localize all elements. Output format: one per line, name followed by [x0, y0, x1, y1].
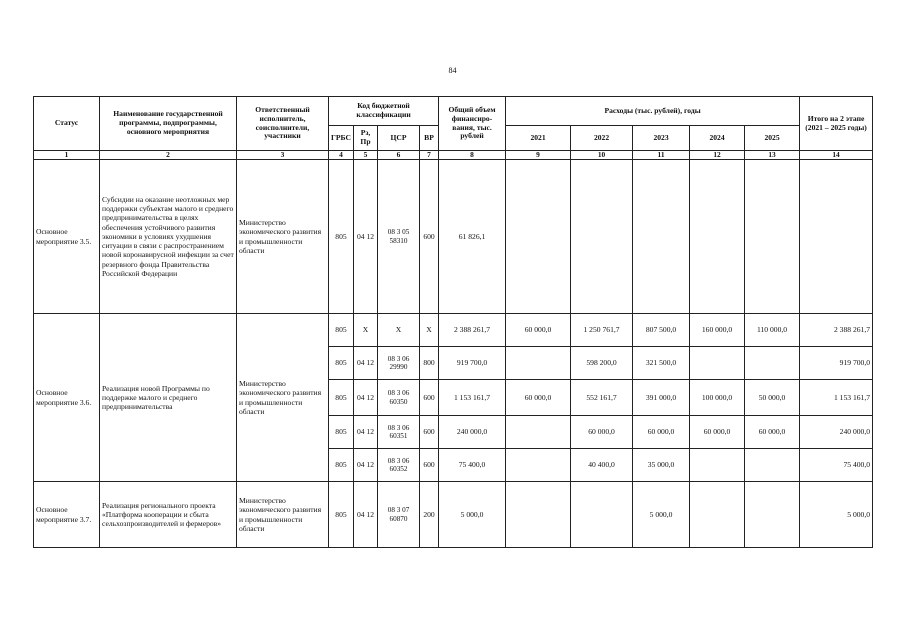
table-row-measure-3-5 [34, 160, 873, 314]
year-2023-cell: 5 000,0 [633, 482, 690, 548]
column-number: 12 [690, 151, 745, 160]
grbs-cell: 805 [329, 449, 354, 482]
grbs-cell: 805 [329, 416, 354, 449]
total-cell: 61 826,1 [439, 160, 506, 314]
rzpr-cell: 04 12 [354, 380, 378, 416]
rzpr-cell: 04 12 [354, 482, 378, 548]
header-year-2023: 2023 [633, 126, 690, 151]
column-number-row [34, 151, 873, 160]
column-number: 3 [237, 151, 329, 160]
stage-total-cell: 75 400,0 [800, 449, 873, 482]
column-number: 14 [800, 151, 873, 160]
year-2023-cell: 321 500,0 [633, 347, 690, 380]
year-2024-cell: 160 000,0 [690, 314, 745, 347]
year-2024-cell [690, 449, 745, 482]
name-cell: Реализация регионального проекта «Платформа кооперации и сбыта сельхозпроизводителей и фермеров» [100, 482, 237, 548]
year-2021-cell: 60 000,0 [506, 380, 571, 416]
year-2025-cell [745, 449, 800, 482]
year-2024-cell [690, 160, 745, 314]
vr-cell: 800 [420, 347, 439, 380]
stage-total-cell: 240 000,0 [800, 416, 873, 449]
vr-cell: 600 [420, 380, 439, 416]
year-2023-cell [633, 160, 690, 314]
year-2022-cell [571, 160, 633, 314]
year-2022-cell: 598 200,0 [571, 347, 633, 380]
grbs-cell: 805 [329, 347, 354, 380]
header-expenses: Расходы (тыс. рублей), годы [506, 97, 800, 126]
column-number: 9 [506, 151, 571, 160]
year-2025-cell: 110 000,0 [745, 314, 800, 347]
total-cell: 2 388 261,7 [439, 314, 506, 347]
column-number: 8 [439, 151, 506, 160]
rzpr-cell: 04 12 [354, 160, 378, 314]
executor-cell: Министерство экономического развития и промышленности области [237, 482, 329, 548]
name-cell: Реализация новой Программы по поддержке малого и среднего предпринимательства [100, 314, 237, 482]
year-2024-cell [690, 482, 745, 548]
status-cell: Основное мероприятие 3.5. [34, 160, 100, 314]
year-2023-cell: 807 500,0 [633, 314, 690, 347]
grbs-cell: 805 [329, 160, 354, 314]
year-2023-cell: 60 000,0 [633, 416, 690, 449]
year-2021-cell [506, 160, 571, 314]
header-program-name: Наименование государственной программы, подпрограммы, основного мероприятия [100, 97, 237, 151]
status-cell: Основное мероприятие 3.7. [34, 482, 100, 548]
header-vr: ВР [420, 126, 439, 151]
table-row-measure-3-6 [34, 314, 873, 347]
year-2023-cell: 391 000,0 [633, 380, 690, 416]
year-2021-cell [506, 449, 571, 482]
year-2024-cell [690, 347, 745, 380]
year-2022-cell: 40 400,0 [571, 449, 633, 482]
csr-cell: 08 3 06 60350 [378, 380, 420, 416]
header-year-2024: 2024 [690, 126, 745, 151]
header-total-volume: Общий объем финансиро-вания, тыс. рублей [439, 97, 506, 151]
grbs-cell: 805 [329, 482, 354, 548]
year-2024-cell: 60 000,0 [690, 416, 745, 449]
stage-total-cell: 2 388 261,7 [800, 314, 873, 347]
column-number: 1 [34, 151, 100, 160]
column-number: 10 [571, 151, 633, 160]
header-rzpr: Рз, Пр [354, 126, 378, 151]
column-number: 11 [633, 151, 690, 160]
header-row [34, 97, 873, 126]
vr-cell: Х [420, 314, 439, 347]
year-2022-cell: 552 161,7 [571, 380, 633, 416]
stage-total-cell [800, 160, 873, 314]
year-2022-cell: 1 250 761,7 [571, 314, 633, 347]
status-cell: Основное мероприятие 3.6. [34, 314, 100, 482]
column-number: 7 [420, 151, 439, 160]
total-cell: 75 400,0 [439, 449, 506, 482]
header-year-2022: 2022 [571, 126, 633, 151]
year-2024-cell: 100 000,0 [690, 380, 745, 416]
csr-cell: 08 3 06 60352 [378, 449, 420, 482]
executor-cell: Министерство экономического развития и промышленности области [237, 160, 329, 314]
year-2025-cell [745, 347, 800, 380]
header-stage-total: Итого на 2 этапе (2021 – 2025 годы) [800, 97, 873, 151]
header-grbs: ГРБС [329, 126, 354, 151]
executor-cell: Министерство экономического развития и промышленности области [237, 314, 329, 482]
csr-cell: 08 3 06 60351 [378, 416, 420, 449]
year-2021-cell [506, 482, 571, 548]
year-2022-cell: 60 000,0 [571, 416, 633, 449]
csr-cell: Х [378, 314, 420, 347]
stage-total-cell: 1 153 161,7 [800, 380, 873, 416]
column-number: 6 [378, 151, 420, 160]
total-cell: 240 000,0 [439, 416, 506, 449]
year-2025-cell [745, 482, 800, 548]
total-cell: 1 153 161,7 [439, 380, 506, 416]
vr-cell: 600 [420, 160, 439, 314]
year-2021-cell: 60 000,0 [506, 314, 571, 347]
header-year-2021: 2021 [506, 126, 571, 151]
year-2023-cell: 35 000,0 [633, 449, 690, 482]
column-number: 13 [745, 151, 800, 160]
rzpr-cell: 04 12 [354, 416, 378, 449]
year-2021-cell [506, 416, 571, 449]
header-csr: ЦСР [378, 126, 420, 151]
page-number: 84 [448, 66, 457, 75]
csr-cell: 08 3 05 58310 [378, 160, 420, 314]
column-number: 4 [329, 151, 354, 160]
vr-cell: 600 [420, 449, 439, 482]
rzpr-cell: Х [354, 314, 378, 347]
column-number: 5 [354, 151, 378, 160]
header-year-2025: 2025 [745, 126, 800, 151]
header-status: Статус [34, 97, 100, 151]
grbs-cell: 805 [329, 314, 354, 347]
vr-cell: 200 [420, 482, 439, 548]
total-cell: 919 700,0 [439, 347, 506, 380]
year-2021-cell [506, 347, 571, 380]
vr-cell: 600 [420, 416, 439, 449]
stage-total-cell: 5 000,0 [800, 482, 873, 548]
header-executor: Ответственный исполнитель, соисполнители, участники [237, 97, 329, 151]
rzpr-cell: 04 12 [354, 449, 378, 482]
column-number: 2 [100, 151, 237, 160]
header-budget-code: Код бюджетной классификации [329, 97, 439, 126]
table-row-measure-3-7 [34, 482, 873, 548]
name-cell: Субсидии на оказание неотложных мер поддержки субъектам малого и среднего предпринимательства в целях обеспечения устойчивого развития экономики в условиях ухудшения ситуации в связи с распространением новой коронавирусной инфекции за счет резервного фонда Правительства Российской Федерации [100, 160, 237, 314]
year-2025-cell [745, 160, 800, 314]
csr-cell: 08 3 07 60870 [378, 482, 420, 548]
year-2022-cell [571, 482, 633, 548]
grbs-cell: 805 [329, 380, 354, 416]
stage-total-cell: 919 700,0 [800, 347, 873, 380]
year-2025-cell: 50 000,0 [745, 380, 800, 416]
budget-table [33, 96, 873, 548]
total-cell: 5 000,0 [439, 482, 506, 548]
rzpr-cell: 04 12 [354, 347, 378, 380]
year-2025-cell: 60 000,0 [745, 416, 800, 449]
csr-cell: 08 3 06 29990 [378, 347, 420, 380]
